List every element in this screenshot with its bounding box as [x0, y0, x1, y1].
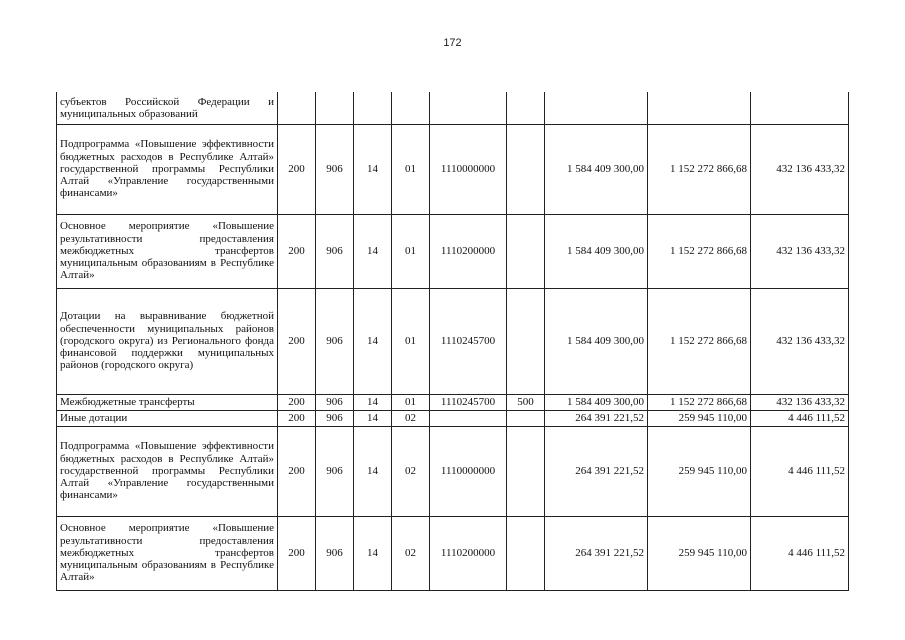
table-row [57, 426, 849, 516]
target-article-cell: 1110245700 [430, 394, 507, 410]
expense-type-cell [507, 124, 545, 214]
executed-amount-cell [648, 92, 751, 124]
remaining-amount-cell: 432 136 433,32 [751, 124, 849, 214]
page-number: 172 [443, 37, 462, 49]
ministry-code-cell [316, 92, 354, 124]
target-article-cell: 1110000000 [430, 124, 507, 214]
row-name-cell: Основное мероприятие «Повышение результативности предоставления межбюджетных трансфертов муниципальным образованиям в Республике Алтай» [57, 214, 278, 288]
ministry-code-cell: 906 [316, 394, 354, 410]
plan-amount-cell [545, 92, 648, 124]
target-article-cell: 1110245700 [430, 288, 507, 394]
subsection-cell: 01 [392, 394, 430, 410]
table-row [57, 394, 849, 410]
table-row [57, 124, 849, 214]
executed-amount-cell: 1 152 272 866,68 [648, 394, 751, 410]
section-cell: 14 [354, 214, 392, 288]
executed-amount-cell: 259 945 110,00 [648, 410, 751, 426]
subsection-cell: 02 [392, 426, 430, 516]
ministry-code-cell: 906 [316, 124, 354, 214]
remaining-amount-cell: 4 446 111,52 [751, 516, 849, 590]
executed-amount-cell: 1 152 272 866,68 [648, 288, 751, 394]
subsection-cell: 02 [392, 410, 430, 426]
ministry-code-cell: 906 [316, 288, 354, 394]
plan-amount-cell: 1 584 409 300,00 [545, 288, 648, 394]
admin-code-cell: 200 [278, 288, 316, 394]
row-name-cell: Подпрограмма «Повышение эффективности бюджетных расходов в Республике Алтай» государственной программы Республики Алтай «Управление государственными финансами» [57, 124, 278, 214]
expense-type-cell [507, 516, 545, 590]
expense-type-cell [507, 410, 545, 426]
subsection-cell: 01 [392, 214, 430, 288]
section-cell: 14 [354, 124, 392, 214]
expense-type-cell: 500 [507, 394, 545, 410]
executed-amount-cell: 1 152 272 866,68 [648, 124, 751, 214]
admin-code-cell: 200 [278, 516, 316, 590]
remaining-amount-cell: 4 446 111,52 [751, 410, 849, 426]
admin-code-cell: 200 [278, 214, 316, 288]
plan-amount-cell: 264 391 221,52 [545, 426, 648, 516]
target-article-cell: 1110000000 [430, 426, 507, 516]
table-row [57, 214, 849, 288]
plan-amount-cell: 1 584 409 300,00 [545, 214, 648, 288]
admin-code-cell: 200 [278, 426, 316, 516]
remaining-amount-cell: 432 136 433,32 [751, 214, 849, 288]
remaining-amount-cell [751, 92, 849, 124]
admin-code-cell: 200 [278, 394, 316, 410]
table-row [57, 288, 849, 394]
subsection-cell: 01 [392, 124, 430, 214]
remaining-amount-cell: 4 446 111,52 [751, 426, 849, 516]
ministry-code-cell: 906 [316, 214, 354, 288]
expense-type-cell [507, 426, 545, 516]
ministry-code-cell: 906 [316, 426, 354, 516]
admin-code-cell: 200 [278, 124, 316, 214]
row-name-cell: субъектов Российской Федерации и муниципальных образований [57, 92, 278, 124]
target-article-cell [430, 92, 507, 124]
row-name-cell: Подпрограмма «Повышение эффективности бюджетных расходов в Республике Алтай» государственной программы Республики Алтай «Управление государственными финансами» [57, 426, 278, 516]
remaining-amount-cell: 432 136 433,32 [751, 288, 849, 394]
target-article-cell [430, 410, 507, 426]
table-row [57, 516, 849, 590]
target-article-cell: 1110200000 [430, 516, 507, 590]
row-name-cell: Дотации на выравнивание бюджетной обеспеченности муниципальных районов (городского округа) из Регионального фонда финансовой поддержки муниципальных районов (городского округа) [57, 288, 278, 394]
section-cell: 14 [354, 410, 392, 426]
ministry-code-cell: 906 [316, 410, 354, 426]
row-name-cell: Иные дотации [57, 410, 278, 426]
row-name-cell: Основное мероприятие «Повышение результативности предоставления межбюджетных трансфертов муниципальным образованиям в Республике Алтай» [57, 516, 278, 590]
target-article-cell: 1110200000 [430, 214, 507, 288]
subsection-cell: 01 [392, 288, 430, 394]
section-cell: 14 [354, 516, 392, 590]
table-row [57, 410, 849, 426]
admin-code-cell [278, 92, 316, 124]
section-cell: 14 [354, 288, 392, 394]
admin-code-cell: 200 [278, 410, 316, 426]
plan-amount-cell: 264 391 221,52 [545, 410, 648, 426]
expense-type-cell [507, 92, 545, 124]
section-cell: 14 [354, 394, 392, 410]
row-name-cell: Межбюджетные трансферты [57, 394, 278, 410]
ministry-code-cell: 906 [316, 516, 354, 590]
budget-table [56, 92, 849, 591]
table-row [57, 92, 849, 124]
executed-amount-cell: 259 945 110,00 [648, 426, 751, 516]
plan-amount-cell: 264 391 221,52 [545, 516, 648, 590]
subsection-cell: 02 [392, 516, 430, 590]
section-cell [354, 92, 392, 124]
section-cell: 14 [354, 426, 392, 516]
expense-type-cell [507, 214, 545, 288]
remaining-amount-cell: 432 136 433,32 [751, 394, 849, 410]
expense-type-cell [507, 288, 545, 394]
plan-amount-cell: 1 584 409 300,00 [545, 124, 648, 214]
subsection-cell [392, 92, 430, 124]
executed-amount-cell: 259 945 110,00 [648, 516, 751, 590]
plan-amount-cell: 1 584 409 300,00 [545, 394, 648, 410]
executed-amount-cell: 1 152 272 866,68 [648, 214, 751, 288]
